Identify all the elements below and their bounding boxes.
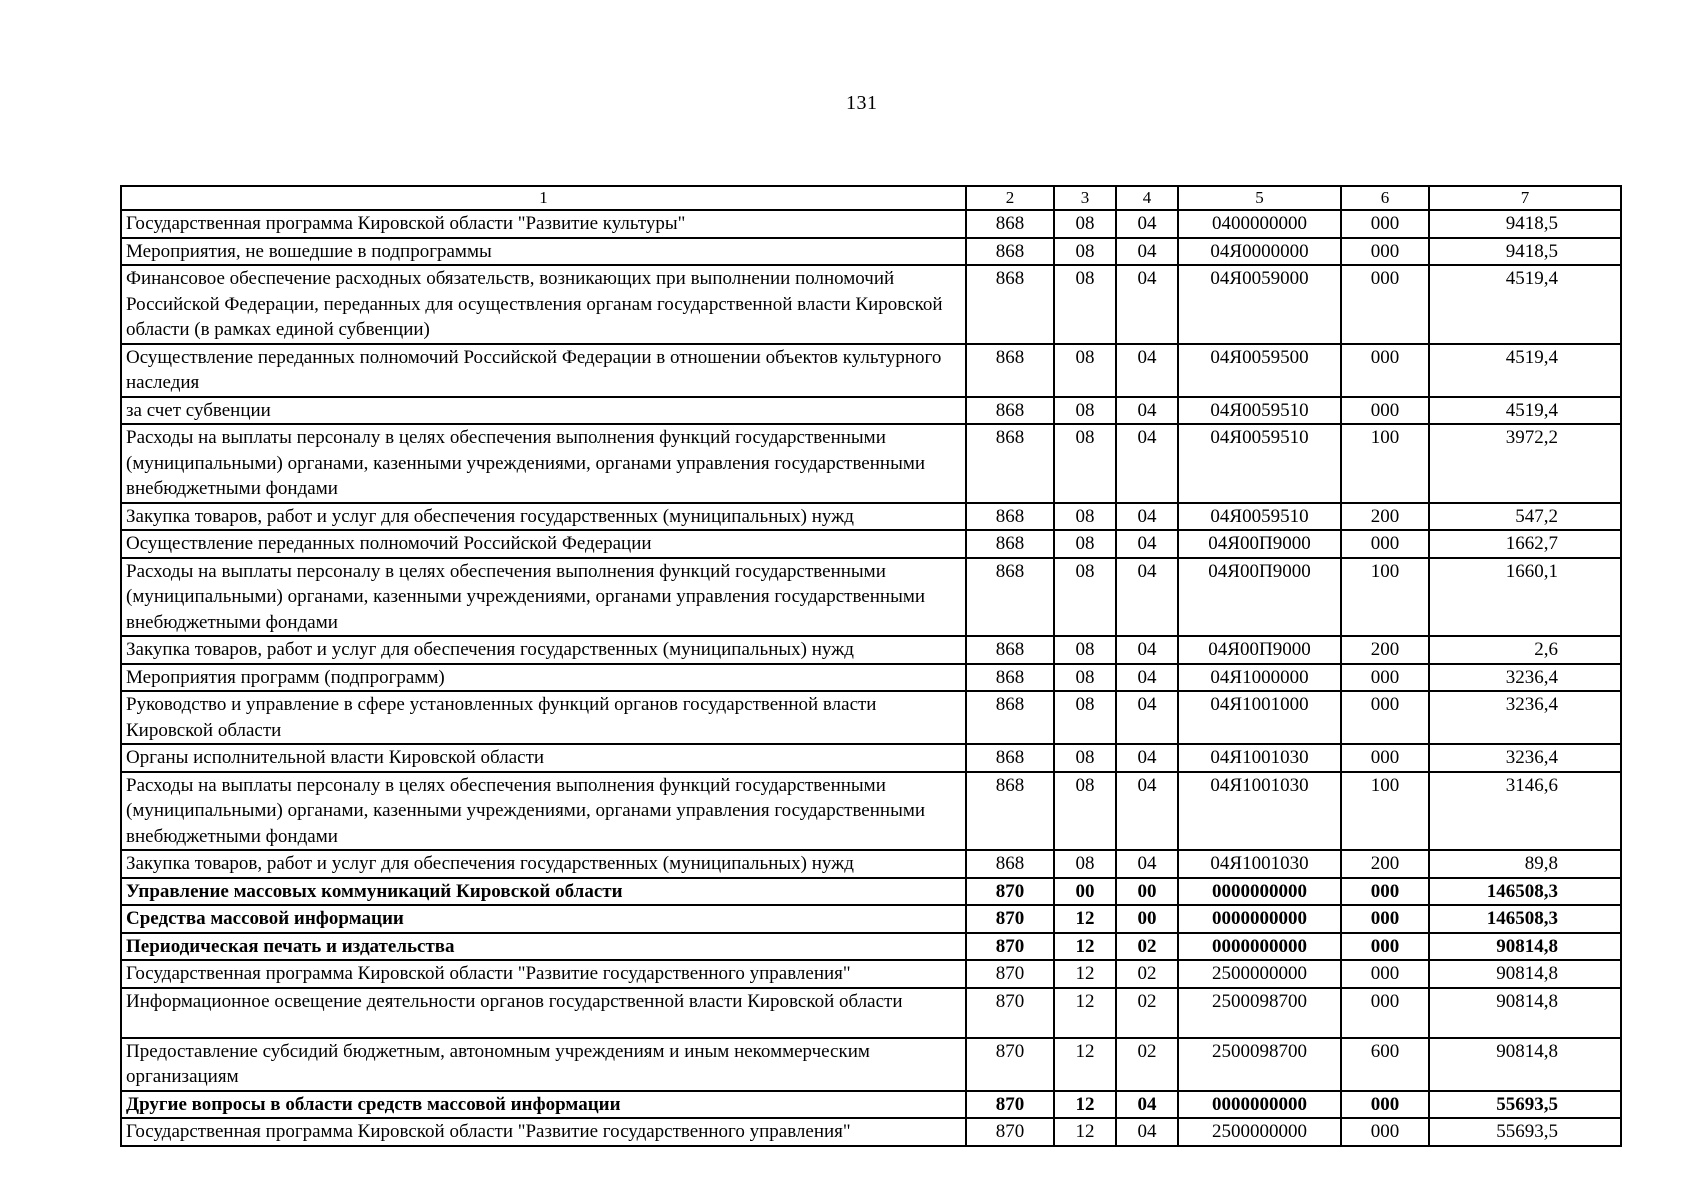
- header-row: [121, 186, 1621, 210]
- expense-name-cell: Предоставление субсидий бюджетным, автономным учреждениям и иным некоммерческим организациям: [121, 1038, 966, 1091]
- target-article-cell: 04Я1001030: [1178, 850, 1341, 878]
- section-code-cell: 08: [1054, 265, 1116, 344]
- amount-cell: 1662,7: [1429, 530, 1621, 558]
- header-cell: 2: [966, 186, 1054, 210]
- expense-type-cell: 100: [1341, 772, 1429, 851]
- expense-type-cell: 000: [1341, 1118, 1429, 1146]
- subsection-code-cell: 04: [1116, 238, 1178, 266]
- ministry-code-cell: 870: [966, 988, 1054, 1038]
- expense-type-cell: 000: [1341, 1091, 1429, 1119]
- target-article-cell: 0000000000: [1178, 905, 1341, 933]
- section-code-cell: 12: [1054, 1118, 1116, 1146]
- amount-cell: 2,6: [1429, 636, 1621, 664]
- ministry-code-cell: 868: [966, 558, 1054, 637]
- expense-name-cell: Расходы на выплаты персоналу в целях обеспечения выполнения функций государственными (муниципальными) органами, казенными учреждениями, органами управления государственными внебюджетными фондами: [121, 558, 966, 637]
- subsection-code-cell: 04: [1116, 265, 1178, 344]
- ministry-code-cell: 870: [966, 1118, 1054, 1146]
- expense-name-cell: Государственная программа Кировской области "Развитие государственного управления": [121, 1118, 966, 1146]
- expense-type-cell: 000: [1341, 664, 1429, 692]
- ministry-code-cell: 868: [966, 772, 1054, 851]
- ministry-code-cell: 868: [966, 210, 1054, 238]
- expense-type-cell: 000: [1341, 530, 1429, 558]
- table-row: [121, 210, 1621, 238]
- target-article-cell: 04Я0059510: [1178, 397, 1341, 425]
- section-code-cell: 08: [1054, 558, 1116, 637]
- expense-name-cell: Информационное освещение деятельности органов государственной власти Кировской области: [121, 988, 966, 1038]
- expense-type-cell: 000: [1341, 265, 1429, 344]
- expense-name-cell: Закупка товаров, работ и услуг для обеспечения государственных (муниципальных) нужд: [121, 503, 966, 531]
- expense-type-cell: 000: [1341, 238, 1429, 266]
- expense-type-cell: 000: [1341, 905, 1429, 933]
- subsection-code-cell: 04: [1116, 503, 1178, 531]
- table-row: [121, 664, 1621, 692]
- target-article-cell: 0000000000: [1178, 878, 1341, 906]
- expense-name-cell: Мероприятия программ (подпрограмм): [121, 664, 966, 692]
- section-code-cell: 12: [1054, 905, 1116, 933]
- ministry-code-cell: 870: [966, 878, 1054, 906]
- header-cell: 3: [1054, 186, 1116, 210]
- subsection-code-cell: 04: [1116, 636, 1178, 664]
- table-row: [121, 558, 1621, 637]
- section-code-cell: 08: [1054, 691, 1116, 744]
- expense-type-cell: 000: [1341, 744, 1429, 772]
- subsection-code-cell: 04: [1116, 772, 1178, 851]
- section-code-cell: 08: [1054, 664, 1116, 692]
- header-cell: 6: [1341, 186, 1429, 210]
- subsection-code-cell: 04: [1116, 1118, 1178, 1146]
- target-article-cell: 04Я0059510: [1178, 503, 1341, 531]
- amount-cell: 90814,8: [1429, 960, 1621, 988]
- target-article-cell: 04Я1001030: [1178, 744, 1341, 772]
- table-row: [121, 1091, 1621, 1119]
- table-row: [121, 905, 1621, 933]
- subsection-code-cell: 04: [1116, 210, 1178, 238]
- expense-name-cell: Осуществление переданных полномочий Российской Федерации в отношении объектов культурного наследия: [121, 344, 966, 397]
- section-code-cell: 08: [1054, 397, 1116, 425]
- section-code-cell: 08: [1054, 344, 1116, 397]
- target-article-cell: 04Я00П9000: [1178, 530, 1341, 558]
- target-article-cell: 04Я0000000: [1178, 238, 1341, 266]
- expense-type-cell: 200: [1341, 503, 1429, 531]
- table-row: [121, 691, 1621, 744]
- ministry-code-cell: 868: [966, 744, 1054, 772]
- amount-cell: 9418,5: [1429, 238, 1621, 266]
- ministry-code-cell: 868: [966, 344, 1054, 397]
- subsection-code-cell: 02: [1116, 1038, 1178, 1091]
- table-row: [121, 744, 1621, 772]
- subsection-code-cell: 04: [1116, 850, 1178, 878]
- expense-name-cell: Государственная программа Кировской области "Развитие государственного управления": [121, 960, 966, 988]
- expense-name-cell: Средства массовой информации: [121, 905, 966, 933]
- table-row: [121, 238, 1621, 266]
- expense-type-cell: 000: [1341, 960, 1429, 988]
- table-row: [121, 503, 1621, 531]
- header-cell: 1: [121, 186, 966, 210]
- target-article-cell: 0000000000: [1178, 1091, 1341, 1119]
- section-code-cell: 08: [1054, 636, 1116, 664]
- table-row: [121, 988, 1621, 1038]
- amount-cell: 90814,8: [1429, 988, 1621, 1038]
- subsection-code-cell: 04: [1116, 1091, 1178, 1119]
- target-article-cell: 2500000000: [1178, 960, 1341, 988]
- amount-cell: 3146,6: [1429, 772, 1621, 851]
- table-row: [121, 397, 1621, 425]
- table-row: [121, 636, 1621, 664]
- expense-name-cell: Финансовое обеспечение расходных обязательств, возникающих при выполнении полномочий Российской Федерации, переданных для осуществления органам государственной власти Кировской области (в рамках единой субвенции): [121, 265, 966, 344]
- expense-type-cell: 100: [1341, 424, 1429, 503]
- subsection-code-cell: 04: [1116, 424, 1178, 503]
- table-row: [121, 424, 1621, 503]
- amount-cell: 9418,5: [1429, 210, 1621, 238]
- subsection-code-cell: 04: [1116, 744, 1178, 772]
- amount-cell: 3972,2: [1429, 424, 1621, 503]
- subsection-code-cell: 02: [1116, 988, 1178, 1038]
- expense-type-cell: 000: [1341, 988, 1429, 1038]
- expense-type-cell: 000: [1341, 397, 1429, 425]
- section-code-cell: 08: [1054, 772, 1116, 851]
- amount-cell: 90814,8: [1429, 933, 1621, 961]
- subsection-code-cell: 04: [1116, 664, 1178, 692]
- section-code-cell: 12: [1054, 933, 1116, 961]
- expense-name-cell: Государственная программа Кировской области "Развитие культуры": [121, 210, 966, 238]
- amount-cell: 547,2: [1429, 503, 1621, 531]
- expense-name-cell: Органы исполнительной власти Кировской области: [121, 744, 966, 772]
- subsection-code-cell: 04: [1116, 530, 1178, 558]
- page-number: 131: [846, 92, 878, 114]
- expense-name-cell: за счет субвенции: [121, 397, 966, 425]
- ministry-code-cell: 870: [966, 933, 1054, 961]
- table-row: [121, 878, 1621, 906]
- amount-cell: 146508,3: [1429, 905, 1621, 933]
- expense-name-cell: Периодическая печать и издательства: [121, 933, 966, 961]
- amount-cell: 4519,4: [1429, 397, 1621, 425]
- table-row: [121, 772, 1621, 851]
- table-row: [121, 1038, 1621, 1091]
- amount-cell: 3236,4: [1429, 691, 1621, 744]
- ministry-code-cell: 868: [966, 664, 1054, 692]
- table-row: [121, 933, 1621, 961]
- target-article-cell: 04Я1001030: [1178, 772, 1341, 851]
- expense-name-cell: Управление массовых коммуникаций Кировской области: [121, 878, 966, 906]
- ministry-code-cell: 870: [966, 960, 1054, 988]
- expense-name-cell: Расходы на выплаты персоналу в целях обеспечения выполнения функций государственными (муниципальными) органами, казенными учреждениями, органами управления государственными внебюджетными фондами: [121, 424, 966, 503]
- expense-name-cell: Осуществление переданных полномочий Российской Федерации: [121, 530, 966, 558]
- ministry-code-cell: 868: [966, 424, 1054, 503]
- amount-cell: 90814,8: [1429, 1038, 1621, 1091]
- table-row: [121, 344, 1621, 397]
- subsection-code-cell: 04: [1116, 344, 1178, 397]
- subsection-code-cell: 00: [1116, 878, 1178, 906]
- amount-cell: 55693,5: [1429, 1091, 1621, 1119]
- table-row: [121, 265, 1621, 344]
- expense-name-cell: Мероприятия, не вошедшие в подпрограммы: [121, 238, 966, 266]
- amount-cell: 55693,5: [1429, 1118, 1621, 1146]
- budget-table: [120, 185, 1622, 1147]
- section-code-cell: 00: [1054, 878, 1116, 906]
- ministry-code-cell: 868: [966, 691, 1054, 744]
- header-cell: 4: [1116, 186, 1178, 210]
- target-article-cell: 04Я0059000: [1178, 265, 1341, 344]
- target-article-cell: 2500098700: [1178, 988, 1341, 1038]
- expense-type-cell: 200: [1341, 850, 1429, 878]
- section-code-cell: 12: [1054, 988, 1116, 1038]
- ministry-code-cell: 868: [966, 636, 1054, 664]
- ministry-code-cell: 868: [966, 265, 1054, 344]
- amount-cell: 1660,1: [1429, 558, 1621, 637]
- header-cell: 5: [1178, 186, 1341, 210]
- ministry-code-cell: 868: [966, 397, 1054, 425]
- target-article-cell: 04Я00П9000: [1178, 636, 1341, 664]
- section-code-cell: 08: [1054, 503, 1116, 531]
- section-code-cell: 12: [1054, 1038, 1116, 1091]
- expense-name-cell: Руководство и управление в сфере установленных функций органов государственной власти Кировской области: [121, 691, 966, 744]
- expense-type-cell: 000: [1341, 691, 1429, 744]
- expense-type-cell: 000: [1341, 210, 1429, 238]
- target-article-cell: 04Я1001000: [1178, 691, 1341, 744]
- section-code-cell: 08: [1054, 850, 1116, 878]
- expense-type-cell: 000: [1341, 344, 1429, 397]
- amount-cell: 4519,4: [1429, 265, 1621, 344]
- target-article-cell: 0400000000: [1178, 210, 1341, 238]
- expense-name-cell: Закупка товаров, работ и услуг для обеспечения государственных (муниципальных) нужд: [121, 850, 966, 878]
- ministry-code-cell: 870: [966, 1038, 1054, 1091]
- ministry-code-cell: 868: [966, 503, 1054, 531]
- target-article-cell: 04Я0059500: [1178, 344, 1341, 397]
- subsection-code-cell: 02: [1116, 960, 1178, 988]
- target-article-cell: 0000000000: [1178, 933, 1341, 961]
- ministry-code-cell: 868: [966, 530, 1054, 558]
- header-cell: 7: [1429, 186, 1621, 210]
- amount-cell: 4519,4: [1429, 344, 1621, 397]
- expense-type-cell: 000: [1341, 933, 1429, 961]
- table-row: [121, 530, 1621, 558]
- amount-cell: 3236,4: [1429, 744, 1621, 772]
- ministry-code-cell: 870: [966, 1091, 1054, 1119]
- expense-name-cell: Закупка товаров, работ и услуг для обеспечения государственных (муниципальных) нужд: [121, 636, 966, 664]
- section-code-cell: 08: [1054, 530, 1116, 558]
- section-code-cell: 12: [1054, 960, 1116, 988]
- ministry-code-cell: 868: [966, 238, 1054, 266]
- section-code-cell: 08: [1054, 238, 1116, 266]
- amount-cell: 89,8: [1429, 850, 1621, 878]
- target-article-cell: 04Я1000000: [1178, 664, 1341, 692]
- target-article-cell: 2500098700: [1178, 1038, 1341, 1091]
- amount-cell: 146508,3: [1429, 878, 1621, 906]
- expense-type-cell: 200: [1341, 636, 1429, 664]
- section-code-cell: 08: [1054, 744, 1116, 772]
- expense-name-cell: Другие вопросы в области средств массовой информации: [121, 1091, 966, 1119]
- expense-type-cell: 600: [1341, 1038, 1429, 1091]
- target-article-cell: 2500000000: [1178, 1118, 1341, 1146]
- subsection-code-cell: 04: [1116, 397, 1178, 425]
- section-code-cell: 08: [1054, 424, 1116, 503]
- expense-type-cell: 000: [1341, 878, 1429, 906]
- subsection-code-cell: 04: [1116, 558, 1178, 637]
- amount-cell: 3236,4: [1429, 664, 1621, 692]
- expense-name-cell: Расходы на выплаты персоналу в целях обеспечения выполнения функций государственными (муниципальными) органами, казенными учреждениями, органами управления государственными внебюджетными фондами: [121, 772, 966, 851]
- table-row: [121, 960, 1621, 988]
- section-code-cell: 08: [1054, 210, 1116, 238]
- section-code-cell: 12: [1054, 1091, 1116, 1119]
- ministry-code-cell: 868: [966, 850, 1054, 878]
- subsection-code-cell: 00: [1116, 905, 1178, 933]
- target-article-cell: 04Я0059510: [1178, 424, 1341, 503]
- table-row: [121, 1118, 1621, 1146]
- target-article-cell: 04Я00П9000: [1178, 558, 1341, 637]
- ministry-code-cell: 870: [966, 905, 1054, 933]
- expense-type-cell: 100: [1341, 558, 1429, 637]
- subsection-code-cell: 04: [1116, 691, 1178, 744]
- table-row: [121, 850, 1621, 878]
- subsection-code-cell: 02: [1116, 933, 1178, 961]
